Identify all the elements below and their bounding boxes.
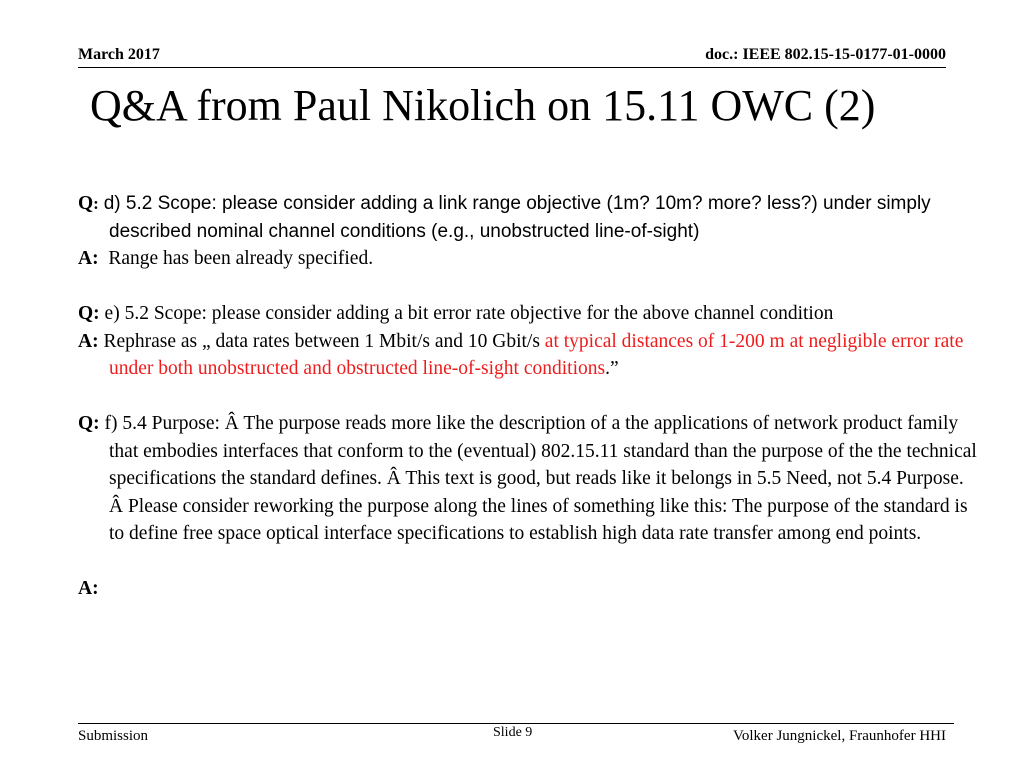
spacer: [78, 383, 978, 411]
answer-f: [78, 575, 978, 603]
spacer: [78, 273, 978, 301]
answer-e-end: .”: [605, 358, 619, 379]
answer-label: A:: [78, 248, 99, 269]
answer-d: [78, 245, 978, 273]
header-divider: [78, 67, 946, 68]
answer-e: [78, 328, 978, 383]
header-doc-id: doc.: IEEE 802.15-15-0177-01-0000: [705, 46, 946, 63]
question-e-text: e) 5.2 Scope: please consider adding a bit error rate objective for the above channel condition: [104, 303, 834, 324]
answer-d-text: Range has been already specified.: [108, 248, 374, 269]
footer-author: Volker Jungnickel, Fraunhofer HHI: [732, 728, 946, 744]
slide-number: Slide 9: [493, 725, 533, 740]
footer-submission: Submission: [78, 728, 149, 744]
question-label: Q:: [78, 413, 100, 434]
slide-title: Q&A from Paul Nikolich on 15.11 OWC (2): [90, 81, 876, 130]
header-date: March 2017: [78, 46, 160, 63]
footer-divider: [78, 723, 954, 724]
question-d: [78, 190, 978, 245]
question-label: Q:: [78, 303, 100, 324]
question-f: [78, 410, 978, 548]
answer-label: A:: [78, 330, 99, 352]
answer-label: A:: [78, 578, 99, 599]
question-colon: :: [93, 194, 99, 213]
question-d-text: d) 5.2 Scope: please consider adding a link range objective (1m? 10m? more? less?) under simply described nominal channel conditions (e.g., unobstructed line-of-sight): [103, 193, 931, 242]
question-e: [78, 300, 978, 328]
question-label: Q: [78, 193, 94, 214]
answer-e-text: Rephrase as „ data rates between 1 Mbit/s and 10 Gbit/s: [103, 330, 540, 352]
spacer: [78, 548, 978, 576]
slide-body: [78, 190, 978, 603]
answer-e-highlight: at typical distances of 1-200 m at negligible error rate under both unobstructed and obstructed line-of-sight conditions: [109, 330, 964, 379]
question-f-text: f) 5.4 Purpose: Â The purpose reads more like the description of a the applications of network product family that embodies interfaces that conform to the (eventual) 802.15.11 standard than the purpose of the the technical specifications the standard defines. Â This text is good, but reads like it belongs in 5.5 Need, not 5.4 Purpose. Â Please consider reworking the purpose along the lines of something like this: The purpose of the standard is to define free space optical interface specifications to establish high data rate transfer among end points.: [104, 413, 977, 544]
